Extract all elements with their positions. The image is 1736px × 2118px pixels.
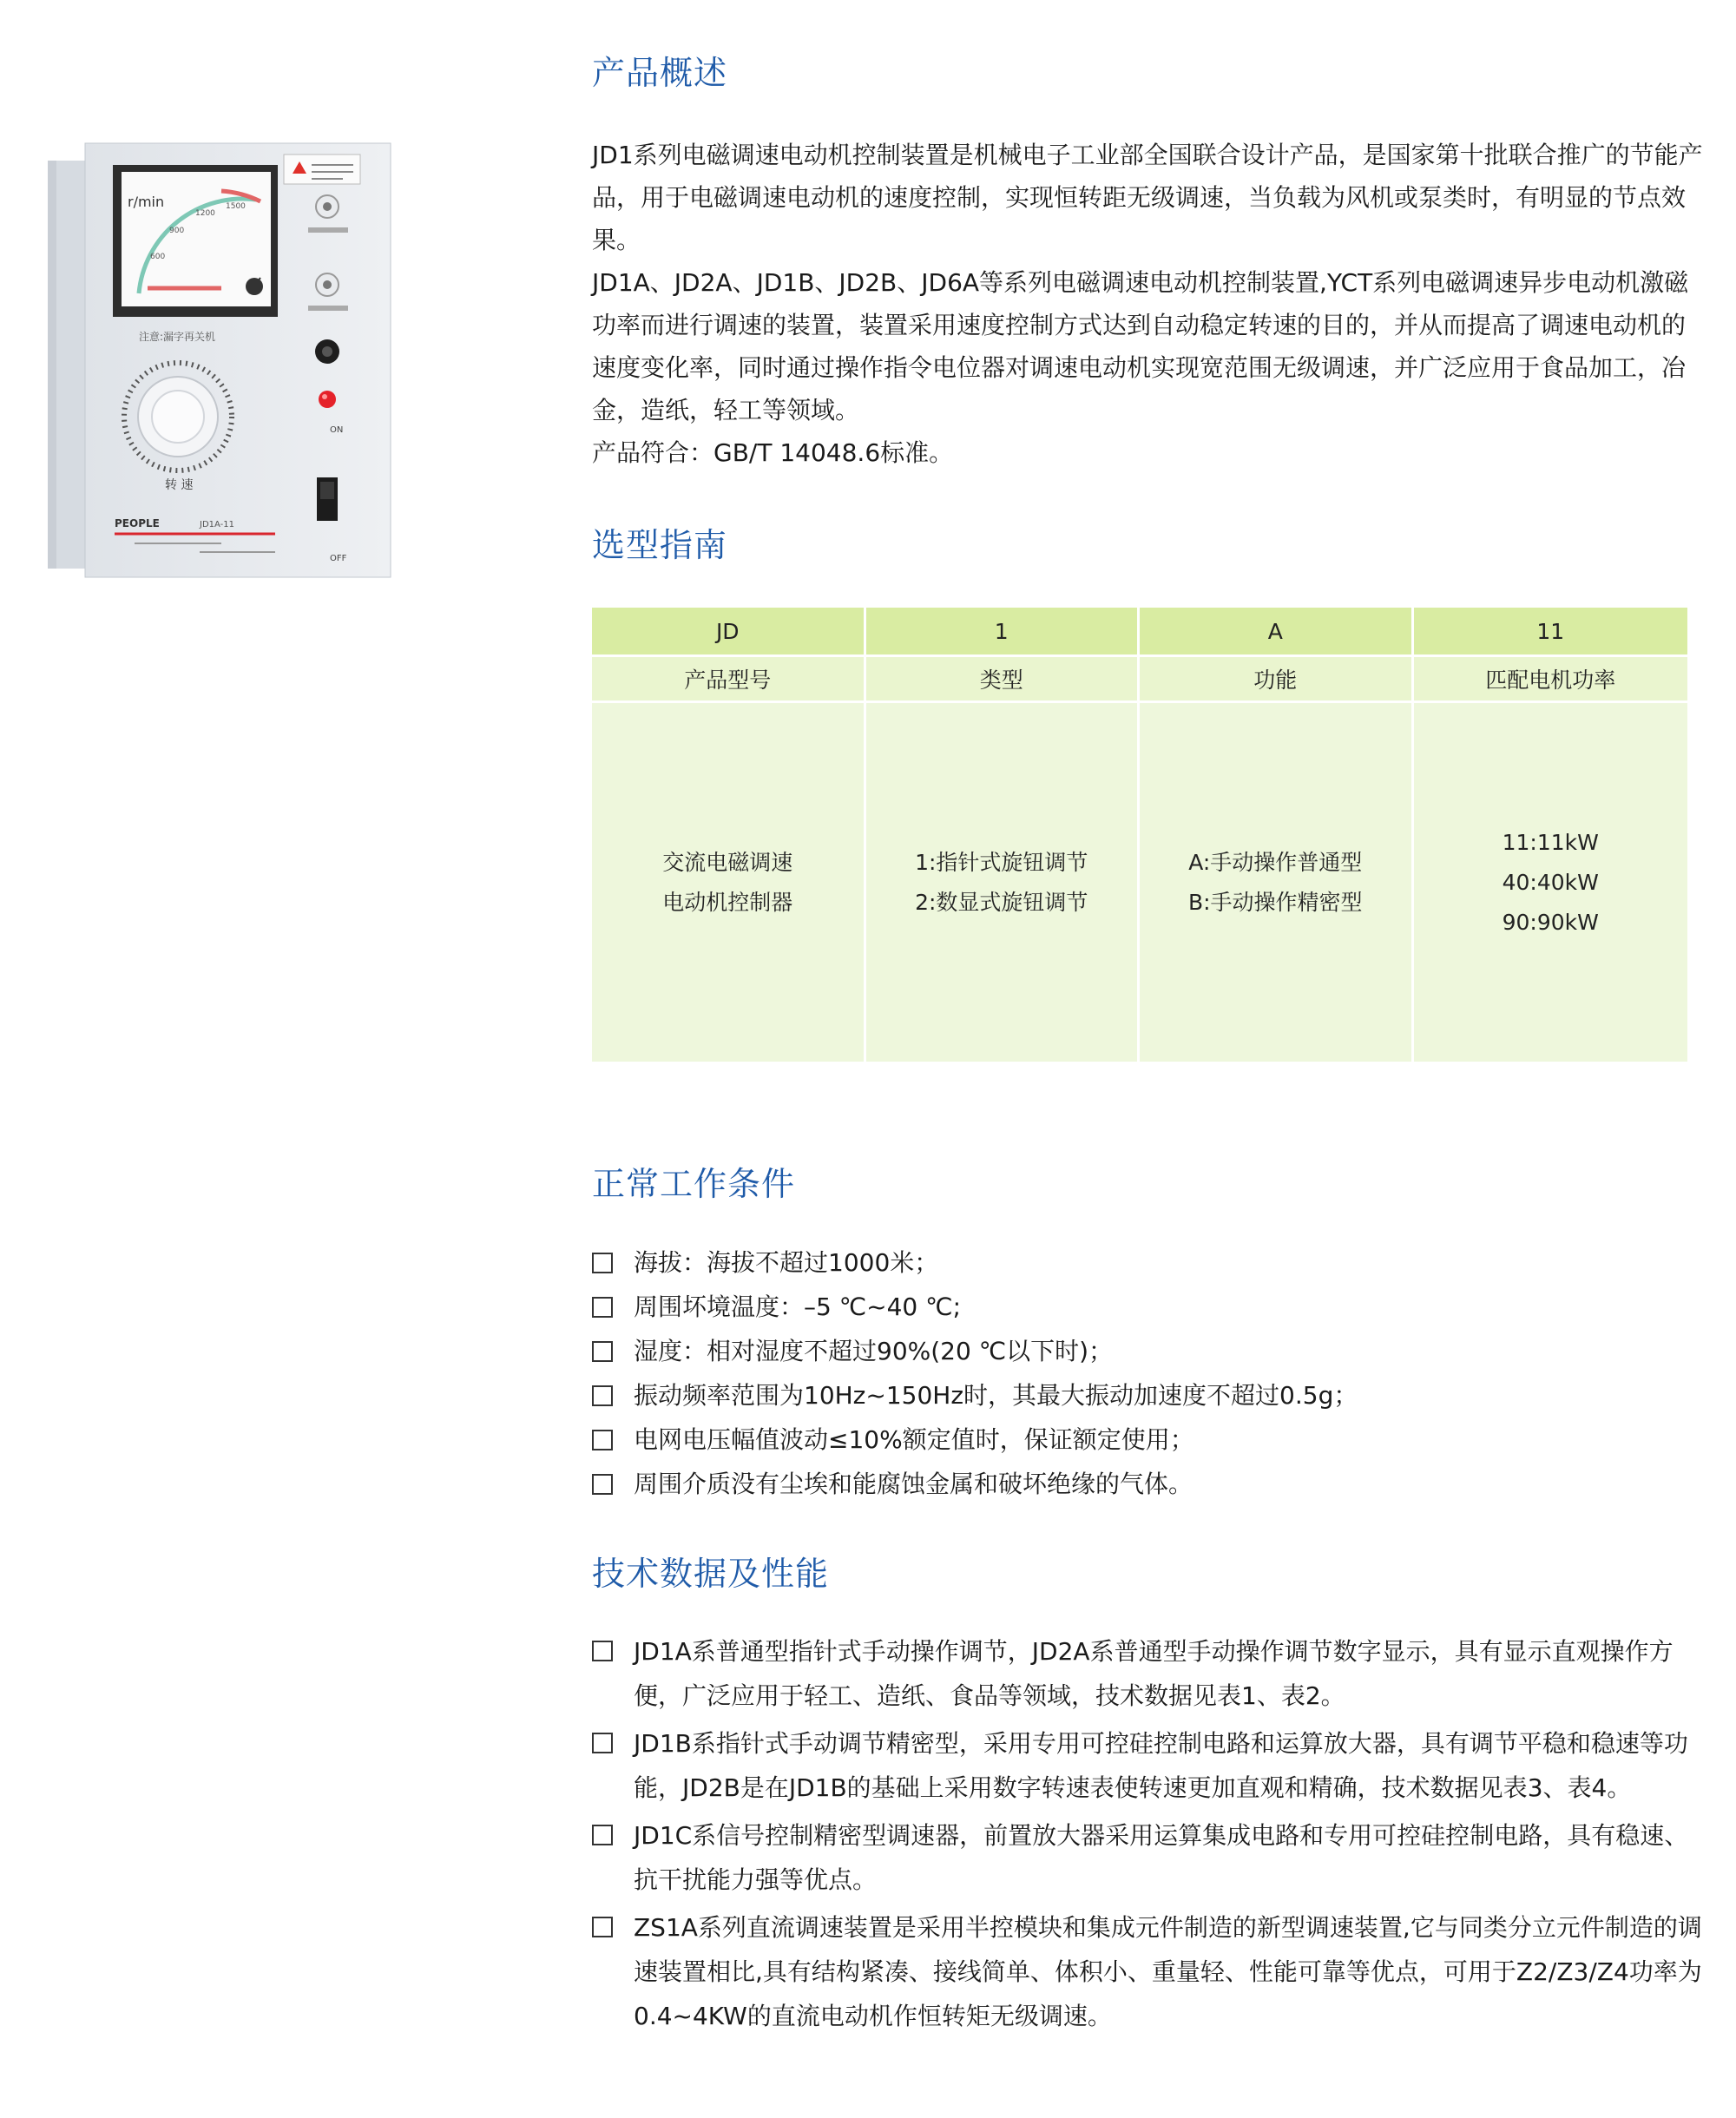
tech-list <box>592 1629 1712 2042</box>
cell-line: 11:11kW <box>1502 829 1599 855</box>
off-label: OFF <box>330 554 347 563</box>
cell-line: 40:40kW <box>1502 869 1599 895</box>
list-item <box>592 1463 1720 1507</box>
meter-scale-label: 1500 <box>226 202 246 211</box>
checkbox-icon <box>592 1297 613 1318</box>
body-cell-function <box>1140 703 1414 1062</box>
meter-unit: r/min <box>128 194 165 210</box>
header-cell: 类型 <box>866 657 1141 703</box>
list-item-text: JD1A系普通型指针式手动操作调节，JD2A系普通型手动操作调节数字显示，具有显示直观操作方便，广泛应用于轻工、造纸、食品等领域，技术数据见表1、表2。 <box>634 1637 1674 1710</box>
checkbox-icon <box>592 1253 613 1273</box>
list-item-text: 电网电压幅值波动≤10%额定值时，保证额定使用； <box>634 1425 1194 1454</box>
overview-paragraph: 产品符合：GB/T 14048.6标准。 <box>592 438 954 467</box>
list-item-text: 振动频率范围为10Hz~150Hz时，其最大振动加速度不超过0.5g； <box>634 1381 1358 1410</box>
header-cell: 产品型号 <box>592 657 866 703</box>
list-item-text: 湿度：相对湿度不超过90%(20 ℃以下时)； <box>634 1337 1114 1365</box>
meter-scale-label: 900 <box>169 227 185 235</box>
selection-table <box>592 608 1687 1062</box>
list-item <box>592 1241 1720 1286</box>
list-item-text: 周围坏境温度：–5 ℃~40 ℃; <box>634 1293 962 1321</box>
checkbox-icon <box>592 1385 613 1406</box>
on-label: ON <box>330 425 344 435</box>
checkbox-icon <box>592 1430 613 1450</box>
list-item-text: ZS1A系列直流调速装置是采用半控模块和集成元件制造的新型调速装置,它与同类分立元件制造的调速装置相比,具有结构紧凑、接线简单、体积小、重量轻、性能可靠等优点，可用于Z2/Z3/Z4功率为0.4~4KW的直流电动机作恒转矩无级调速。 <box>634 1913 1702 2030</box>
list-item <box>592 1286 1720 1330</box>
header-cell: 功能 <box>1140 657 1414 703</box>
notice-label: 注意:漏字再关机 <box>139 331 216 343</box>
list-item <box>592 1721 1712 1810</box>
meter-scale-label: 1200 <box>195 209 215 218</box>
checkbox-icon <box>592 1917 613 1937</box>
code-cell: 1 <box>866 608 1141 657</box>
cell-line: A:手动操作普通型 <box>1188 849 1363 875</box>
section-heading-selection: 选型指南 <box>592 526 728 564</box>
checkbox-icon <box>592 1474 613 1495</box>
meter-scale-label: 600 <box>150 253 166 261</box>
conditions-list <box>592 1241 1720 1507</box>
table-row-headers <box>592 657 1687 703</box>
table-row-codes <box>592 608 1687 657</box>
checkbox-icon <box>592 1733 613 1753</box>
list-item <box>592 1629 1712 1718</box>
checkbox-icon <box>592 1825 613 1845</box>
list-item-text: JD1C系信号控制精密型调速器，前置放大器采用运算集成电路和专用可控硅控制电路，具有稳速、抗干扰能力强等优点。 <box>634 1821 1689 1894</box>
cell-line: 电动机控制器 <box>662 889 793 915</box>
body-cell-type <box>866 703 1141 1062</box>
cell-line: 交流电磁调速 <box>662 849 793 875</box>
cell-line: 1:指针式旋钮调节 <box>915 849 1088 875</box>
list-item-text: JD1B系指针式手动调节精密型，采用专用可控硅控制电路和运算放大器，具有调节平稳和稳速等功能，JD2B是在JD1B的基础上采用数字转速表使转速更加直观和精确，技术数据见表3、表4。 <box>634 1729 1688 1802</box>
table-row-body <box>592 703 1687 1062</box>
list-item <box>592 1374 1720 1418</box>
meter-gauge <box>113 165 278 317</box>
brand-label: PEOPLE <box>115 517 160 530</box>
code-cell: 11 <box>1414 608 1688 657</box>
model-label: JD1A-11 <box>200 520 234 530</box>
list-item-text: 海拔：海拔不超过1000米； <box>634 1248 939 1277</box>
section-heading-conditions: 正常工作条件 <box>592 1165 796 1203</box>
section-heading-overview: 产品概述 <box>592 54 728 92</box>
list-item <box>592 1330 1720 1374</box>
body-cell-power <box>1414 703 1688 1062</box>
checkbox-icon <box>592 1341 613 1362</box>
cell-line: B:手动操作精密型 <box>1187 889 1363 915</box>
overview-text <box>592 134 1703 474</box>
overview-paragraph: JD1A、JD2A、JD1B、JD2B、JD6A等系列电磁调速电动机控制装置,YCT系列电磁调速异步电动机激磁功率而进行调速的装置，装置采用速度控制方式达到自动稳定转速的目的，并从而提高了调速电动机的速度变化率，同时通过操作指令电位器对调速电动机实现宽范围无级调速，并广泛应用于食品加工，冶金，造纸，轻工等领域。 <box>592 268 1689 424</box>
cell-line: 2:数显式旋钮调节 <box>915 889 1088 915</box>
code-cell: A <box>1140 608 1414 657</box>
knob-label: 转 速 <box>165 478 194 492</box>
checkbox-icon <box>592 1641 613 1661</box>
list-item-text: 周围介质没有尘埃和能腐蚀金属和破坏绝缘的气体。 <box>634 1470 1194 1498</box>
code-cell: JD <box>592 608 866 657</box>
product-image <box>48 139 395 582</box>
header-cell: 匹配电机功率 <box>1414 657 1688 703</box>
section-heading-tech: 技术数据及性能 <box>592 1555 830 1593</box>
list-item <box>592 1905 1712 2038</box>
list-item <box>592 1813 1712 1902</box>
list-item <box>592 1418 1720 1463</box>
body-cell-model <box>592 703 866 1062</box>
cell-line: 90:90kW <box>1502 909 1599 935</box>
overview-paragraph: JD1系列电磁调速电动机控制装置是机械电子工业部全国联合设计产品，是国家第十批联合推广的节能产品，用于电磁调速电动机的速度控制，实现恒转距无级调速，当负载为风机或泵类时，有明显的节点效果。 <box>592 141 1703 254</box>
